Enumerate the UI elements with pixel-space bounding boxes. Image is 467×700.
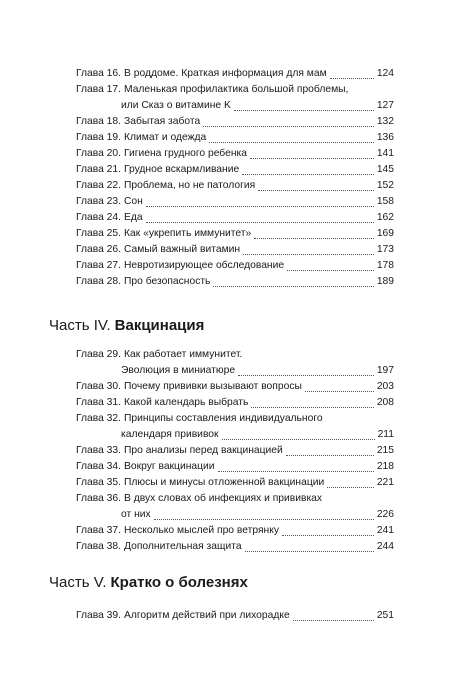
page-number: 211 bbox=[377, 429, 394, 440]
chapter-title: Какой календарь выбрать bbox=[124, 397, 249, 408]
page-number: 226 bbox=[376, 509, 394, 520]
page-number: 136 bbox=[376, 132, 394, 143]
dot-leader bbox=[251, 407, 373, 408]
chapter-label: Глава 33. bbox=[76, 445, 121, 456]
dot-leader bbox=[218, 471, 374, 472]
chapter-title: Вокруг вакцинации bbox=[124, 461, 215, 472]
toc-entry-36-continuation[interactable] bbox=[76, 507, 394, 523]
chapter-label: Глава 35. bbox=[76, 477, 121, 488]
chapter-title-continuation: календаря прививок bbox=[121, 429, 219, 440]
chapter-label: Глава 24. bbox=[76, 212, 121, 223]
toc-entry-32-continuation[interactable] bbox=[76, 427, 394, 443]
page-number: 127 bbox=[376, 100, 394, 111]
toc-entry-20[interactable] bbox=[76, 146, 394, 162]
chapter-title-continuation: Эволюция в миниатюре bbox=[121, 365, 236, 376]
dot-leader bbox=[209, 142, 374, 143]
toc-entry-25[interactable] bbox=[76, 226, 394, 242]
chapter-label: Глава 31. bbox=[76, 397, 121, 408]
chapter-title: Маленькая профилактика большой проблемы, bbox=[124, 84, 349, 95]
dot-leader bbox=[243, 254, 374, 255]
page-number: 208 bbox=[376, 397, 394, 408]
dot-leader bbox=[287, 270, 374, 271]
toc-entry-33[interactable] bbox=[76, 443, 394, 459]
chapter-title: Алгоритм действий при лихорадке bbox=[124, 610, 290, 621]
chapter-title: Принципы составления индивидуального bbox=[124, 413, 323, 424]
chapter-title: Еда bbox=[124, 212, 143, 223]
chapter-label: Глава 18. bbox=[76, 116, 121, 127]
toc-entry-27[interactable] bbox=[76, 258, 394, 274]
page-number: 241 bbox=[376, 525, 394, 536]
dot-leader bbox=[258, 190, 374, 191]
chapter-title-continuation: или Сказ о витамине K bbox=[121, 100, 231, 111]
dot-leader bbox=[238, 375, 374, 376]
chapter-label: Глава 37. bbox=[76, 525, 121, 536]
chapter-label: Глава 36. bbox=[76, 493, 121, 504]
chapter-label: Глава 17. bbox=[76, 84, 121, 95]
part-4-heading bbox=[49, 317, 204, 334]
page-number: 141 bbox=[376, 148, 394, 159]
chapter-title: Про безопасность bbox=[124, 276, 211, 287]
chapter-title: Гигиена грудного ребенка bbox=[124, 148, 247, 159]
toc-entry-17-continuation[interactable] bbox=[76, 98, 394, 114]
chapter-title: Несколько мыслей про ветрянку bbox=[124, 525, 279, 536]
page-number: 189 bbox=[376, 276, 394, 287]
chapter-title: Про анализы перед вакцинацией bbox=[124, 445, 283, 456]
dot-leader bbox=[146, 206, 374, 207]
page-number: 218 bbox=[376, 461, 394, 472]
page-number: 251 bbox=[376, 610, 394, 621]
page-number: 244 bbox=[376, 541, 394, 552]
dot-leader bbox=[305, 391, 374, 392]
chapter-label: Глава 16. bbox=[76, 68, 121, 79]
toc-entry-28[interactable] bbox=[76, 274, 394, 290]
chapter-title: Климат и одежда bbox=[124, 132, 207, 143]
dot-leader bbox=[213, 286, 373, 287]
dot-leader bbox=[254, 238, 374, 239]
page-number: 221 bbox=[376, 477, 394, 488]
toc-entry-30[interactable] bbox=[76, 379, 394, 395]
page-number: 197 bbox=[376, 365, 394, 376]
toc-entry-22[interactable] bbox=[76, 178, 394, 194]
toc-entry-39[interactable] bbox=[76, 608, 394, 624]
dot-leader bbox=[242, 174, 374, 175]
chapter-label: Глава 23. bbox=[76, 196, 121, 207]
chapter-title: Грудное вскармливание bbox=[124, 164, 240, 175]
dot-leader bbox=[245, 551, 374, 552]
chapter-title: Как «укрепить иммунитет» bbox=[124, 228, 252, 239]
toc-section-part-4 bbox=[76, 347, 394, 555]
toc-entry-29[interactable] bbox=[76, 347, 394, 363]
chapter-label: Глава 34. bbox=[76, 461, 121, 472]
chapter-label: Глава 25. bbox=[76, 228, 121, 239]
toc-entry-24[interactable] bbox=[76, 210, 394, 226]
dot-leader bbox=[250, 158, 374, 159]
dot-leader bbox=[293, 620, 374, 621]
toc-entry-29-continuation[interactable] bbox=[76, 363, 394, 379]
dot-leader bbox=[203, 126, 374, 127]
chapter-title: Проблема, но не патология bbox=[124, 180, 256, 191]
toc-entry-21[interactable] bbox=[76, 162, 394, 178]
toc-entry-23[interactable] bbox=[76, 194, 394, 210]
page-number: 178 bbox=[376, 260, 394, 271]
chapter-title: Дополнительная защита bbox=[124, 541, 242, 552]
chapter-label: Глава 22. bbox=[76, 180, 121, 191]
chapter-label: Глава 26. bbox=[76, 244, 121, 255]
dot-leader bbox=[330, 78, 374, 79]
part-5-heading bbox=[49, 574, 248, 591]
page-number: 145 bbox=[376, 164, 394, 175]
chapter-title: Как работает иммунитет. bbox=[124, 349, 243, 360]
toc-entry-16[interactable] bbox=[76, 66, 394, 82]
dot-leader bbox=[282, 535, 374, 536]
part-number: Часть V. bbox=[49, 574, 107, 591]
chapter-title: Забытая забота bbox=[124, 116, 201, 127]
toc-entry-37[interactable] bbox=[76, 523, 394, 539]
part-title: Вакцинация bbox=[114, 317, 205, 334]
toc-entry-32[interactable] bbox=[76, 411, 394, 427]
chapter-label: Глава 38. bbox=[76, 541, 121, 552]
page-number: 173 bbox=[376, 244, 394, 255]
chapter-title: Почему прививки вызывают вопросы bbox=[124, 381, 302, 392]
chapter-title: В двух словах об инфекциях и прививках bbox=[124, 493, 323, 504]
page-number: 132 bbox=[376, 116, 394, 127]
chapter-title-continuation: от них bbox=[121, 509, 151, 520]
chapter-label: Глава 27. bbox=[76, 260, 121, 271]
toc-entry-38[interactable] bbox=[76, 539, 394, 555]
chapter-title: Сон bbox=[124, 196, 143, 207]
toc-entry-18[interactable] bbox=[76, 114, 394, 130]
page-number: 203 bbox=[376, 381, 394, 392]
dot-leader bbox=[146, 222, 374, 223]
chapter-title: Плюсы и минусы отложенной вакцинации bbox=[124, 477, 325, 488]
page-number: 158 bbox=[376, 196, 394, 207]
toc-entry-17[interactable] bbox=[76, 82, 394, 98]
part-title: Кратко о болезнях bbox=[110, 574, 248, 591]
chapter-title: Самый важный витамин bbox=[124, 244, 241, 255]
dot-leader bbox=[327, 487, 374, 488]
chapter-label: Глава 30. bbox=[76, 381, 121, 392]
page-number: 162 bbox=[376, 212, 394, 223]
chapter-title: Невротизирующее обследование bbox=[124, 260, 285, 271]
chapter-label: Глава 20. bbox=[76, 148, 121, 159]
page-number: 152 bbox=[376, 180, 394, 191]
dot-leader bbox=[286, 455, 374, 456]
toc-section-part-5 bbox=[76, 608, 394, 624]
dot-leader bbox=[234, 110, 374, 111]
chapter-label: Глава 21. bbox=[76, 164, 121, 175]
toc-entry-35[interactable] bbox=[76, 475, 394, 491]
toc-entry-34[interactable] bbox=[76, 459, 394, 475]
toc-entry-19[interactable] bbox=[76, 130, 394, 146]
chapter-label: Глава 32. bbox=[76, 413, 121, 424]
dot-leader bbox=[154, 519, 374, 520]
chapter-label: Глава 29. bbox=[76, 349, 121, 360]
chapter-label: Глава 39. bbox=[76, 610, 121, 621]
chapter-label: Глава 19. bbox=[76, 132, 121, 143]
toc-entry-26[interactable] bbox=[76, 242, 394, 258]
toc-section-1 bbox=[76, 66, 394, 290]
page-number: 215 bbox=[376, 445, 394, 456]
toc-entry-31[interactable] bbox=[76, 395, 394, 411]
page-number: 124 bbox=[376, 68, 394, 79]
chapter-title: В роддоме. Краткая информация для мам bbox=[124, 68, 327, 79]
page-number: 169 bbox=[376, 228, 394, 239]
toc-entry-36[interactable] bbox=[76, 491, 394, 507]
dot-leader bbox=[222, 439, 375, 440]
chapter-label: Глава 28. bbox=[76, 276, 121, 287]
part-number: Часть IV. bbox=[49, 317, 111, 334]
